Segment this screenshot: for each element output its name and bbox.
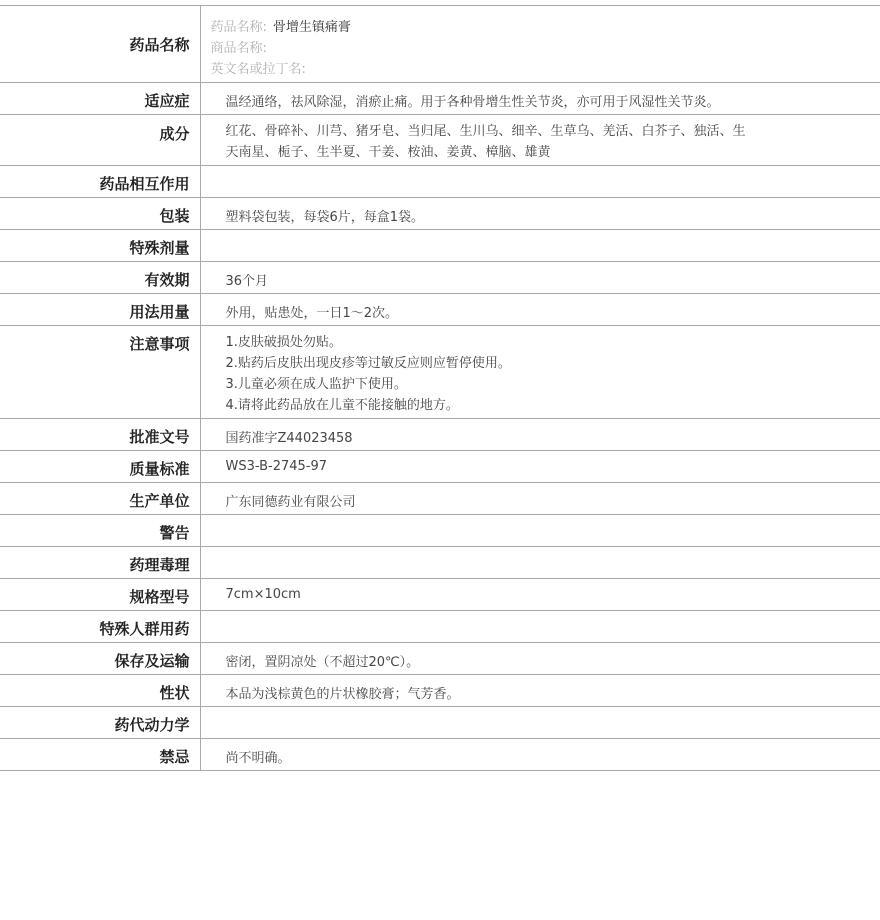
trade-name-key: 商品名称: (210, 41, 267, 56)
appearance-value: 本品为浅棕黄色的片状橡胶膏；气芳香。 (200, 675, 880, 707)
interactions-value (200, 166, 880, 198)
validity-label: 有效期 (0, 262, 200, 294)
warning-label: 警告 (0, 515, 200, 547)
row-appearance (0, 675, 880, 707)
row-precautions (0, 326, 880, 419)
manufacturer-label: 生产单位 (0, 483, 200, 515)
trade-name-value (267, 41, 273, 56)
indications-label: 适应症 (0, 83, 200, 115)
drug-info-table (0, 5, 880, 771)
row-validity (0, 262, 880, 294)
interactions-label: 药品相互作用 (0, 166, 200, 198)
row-pharmacokinetics (0, 707, 880, 739)
special-population-label: 特殊人群用药 (0, 611, 200, 643)
special-dosage-label: 特殊剂量 (0, 230, 200, 262)
row-usage (0, 294, 880, 326)
row-manufacturer (0, 483, 880, 515)
row-contraindications (0, 739, 880, 771)
manufacturer-value: 广东同德药业有限公司 (200, 483, 880, 515)
drug-name-value (200, 6, 880, 83)
row-toxicology (0, 547, 880, 579)
precaution-item: 4.请将此药品放在儿童不能接触的地方。 (225, 398, 459, 413)
row-specification (0, 579, 880, 611)
generic-name-key: 药品名称: (210, 20, 267, 35)
storage-label: 保存及运输 (0, 643, 200, 675)
precaution-item: 3.儿童必须在成人监护下使用。 (225, 377, 407, 392)
indications-value: 温经通络，祛风除湿，消瘀止痛。用于各种骨增生性关节炎，亦可用于风湿性关节炎。 (200, 83, 880, 115)
packaging-label: 包装 (0, 198, 200, 230)
precautions-label: 注意事项 (0, 326, 200, 419)
ingredients-value (200, 115, 880, 166)
trade-name-line (211, 38, 880, 59)
specification-value: 7cm×10cm (200, 579, 880, 611)
precaution-item: 2.贴药后皮肤出现皮疹等过敏反应则应暂停使用。 (225, 356, 511, 371)
usage-label: 用法用量 (0, 294, 200, 326)
special-dosage-value (200, 230, 880, 262)
row-packaging (0, 198, 880, 230)
toxicology-value (200, 547, 880, 579)
precaution-item: 1.皮肤破损处勿贴。 (225, 335, 342, 350)
usage-value: 外用，贴患处，一日1～2次。 (200, 294, 880, 326)
ingredients-label: 成分 (0, 115, 200, 166)
row-approval (0, 419, 880, 451)
row-special-population (0, 611, 880, 643)
generic-name-value: 骨增生镇痛膏 (272, 20, 351, 35)
quality-label: 质量标准 (0, 451, 200, 483)
packaging-value: 塑料袋包装，每袋6片，每盒1袋。 (200, 198, 880, 230)
contraindications-value: 尚不明确。 (200, 739, 880, 771)
approval-label: 批准文号 (0, 419, 200, 451)
warning-value (200, 515, 880, 547)
drug-name-label: 药品名称 (0, 6, 200, 83)
storage-value: 密闭，置阴凉处（不超过20℃）。 (200, 643, 880, 675)
approval-value: 国药准字Z44023458 (200, 419, 880, 451)
special-population-value (200, 611, 880, 643)
toxicology-label: 药理毒理 (0, 547, 200, 579)
pharmacokinetics-value (200, 707, 880, 739)
contraindications-label: 禁忌 (0, 739, 200, 771)
row-interactions (0, 166, 880, 198)
row-storage (0, 643, 880, 675)
quality-value: WS3-B-2745-97 (200, 451, 880, 483)
specification-label: 规格型号 (0, 579, 200, 611)
appearance-label: 性状 (0, 675, 200, 707)
row-ingredients (0, 115, 880, 166)
row-drug-name (0, 6, 880, 83)
row-warning (0, 515, 880, 547)
english-name-value (306, 62, 312, 77)
row-quality (0, 451, 880, 483)
validity-value: 36个月 (200, 262, 880, 294)
english-name-line (211, 59, 880, 80)
generic-name-line (211, 17, 880, 38)
ingredients-line-2: 天南星、栀子、生半夏、干姜、桉油、姜黄、樟脑、雄黄 (225, 145, 551, 160)
row-indications (0, 83, 880, 115)
english-name-key: 英文名或拉丁名: (210, 62, 306, 77)
pharmacokinetics-label: 药代动力学 (0, 707, 200, 739)
row-special-dosage (0, 230, 880, 262)
ingredients-line-1: 红花、骨碎补、川芎、猪牙皂、当归尾、生川乌、细辛、生草乌、羌活、白芥子、独活、生 (225, 124, 746, 139)
precautions-value (200, 326, 880, 419)
